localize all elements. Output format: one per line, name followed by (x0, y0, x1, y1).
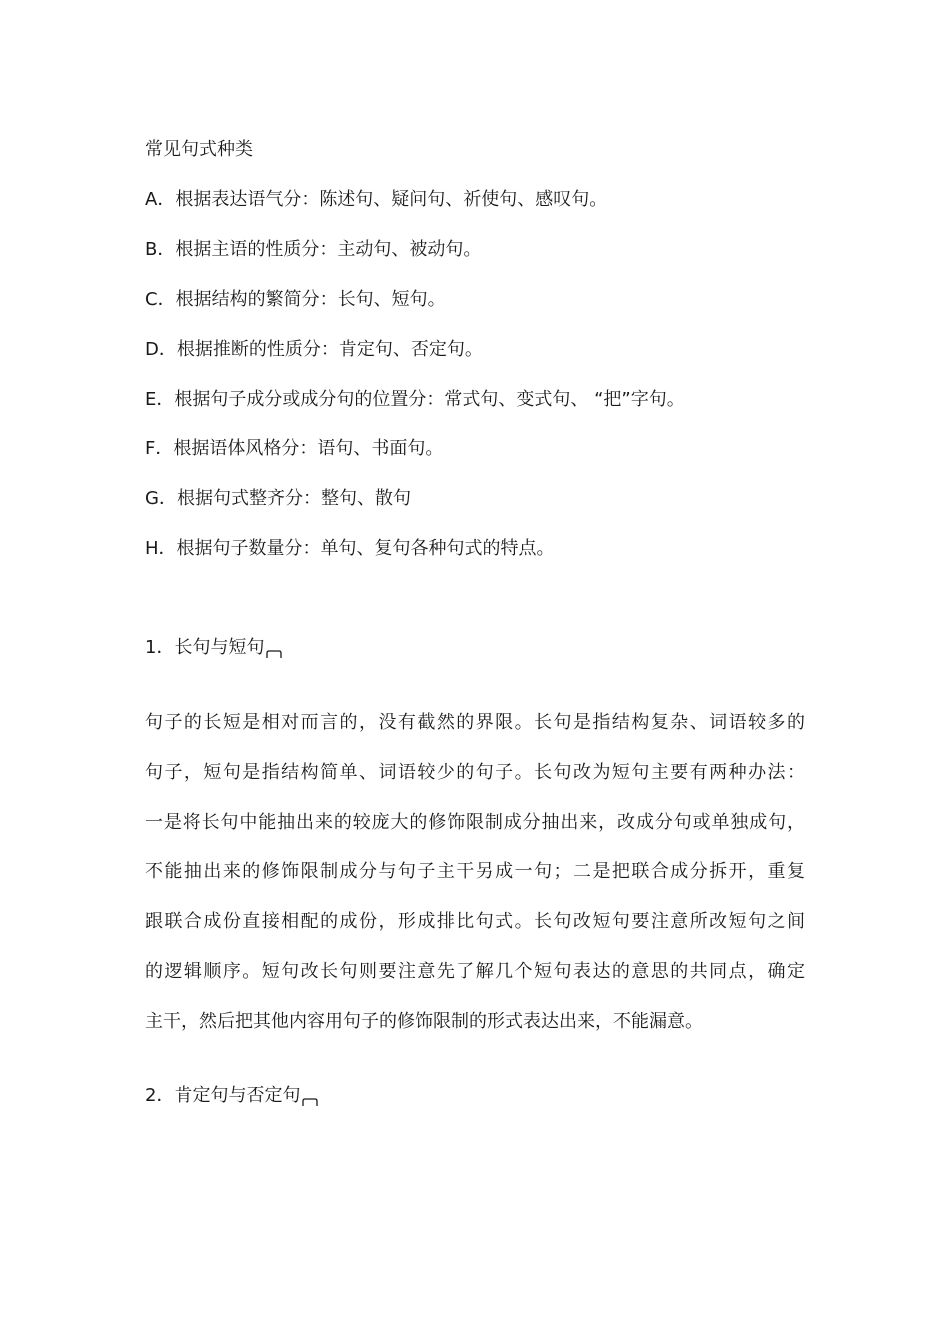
paragraph-line: 的逻辑顺序。短句改长句则要注意先了解几个短句表达的意思的共同点，确定 (145, 961, 805, 982)
paragraph-line: 一是将长句中能抽出来的较庞大的修饰限制成分抽出来，改成分句或单独成句， (145, 812, 805, 833)
paragraph-line: 句子的长短是相对而言的，没有截然的界限。长句是指结构复杂、词语较多的 (145, 712, 805, 733)
section-2-title: 2．肯定句与否定句 (145, 1085, 301, 1106)
section-2-heading (145, 1084, 318, 1108)
category-h: H．根据句子数量分：单句、复句各种句式的特点。 (145, 538, 555, 559)
bracket-mark-icon (266, 649, 282, 659)
document-heading: 常见句式种类 (145, 139, 253, 160)
category-a: A．根据表达语气分：陈述句、疑问句、祈使句、感叹句。 (145, 189, 608, 210)
category-d: D．根据推断的性质分：肯定句、否定句。 (145, 339, 483, 360)
paragraph-line: 句子，短句是指结构简单、词语较少的句子。长句改为短句主要有两种办法： (145, 762, 805, 783)
category-f: F．根据语体风格分：语句、书面句。 (145, 438, 444, 459)
section-1-title: 1．长句与短句 (145, 637, 265, 658)
paragraph-line: 主干，然后把其他内容用句子的修饰限制的形式表达出来，不能漏意。 (145, 1011, 703, 1032)
category-c: C．根据结构的繁简分：长句、短句。 (145, 289, 446, 310)
category-e: E．根据句子成分或成分句的位置分：常式句、变式句、 “把”字句。 (145, 389, 685, 410)
category-b: B．根据主语的性质分：主动句、被动句。 (145, 239, 482, 260)
paragraph-line: 跟联合成份直接相配的成份，形成排比句式。长句改短句要注意所改短句之间 (145, 911, 805, 932)
category-g: G．根据句式整齐分：整句、散句 (145, 488, 411, 509)
paragraph-line: 不能抽出来的修饰限制成分与句子主干另成一句；二是把联合成分拆开，重复 (145, 861, 805, 882)
bracket-mark-icon (302, 1097, 318, 1107)
section-1-heading (145, 636, 282, 660)
